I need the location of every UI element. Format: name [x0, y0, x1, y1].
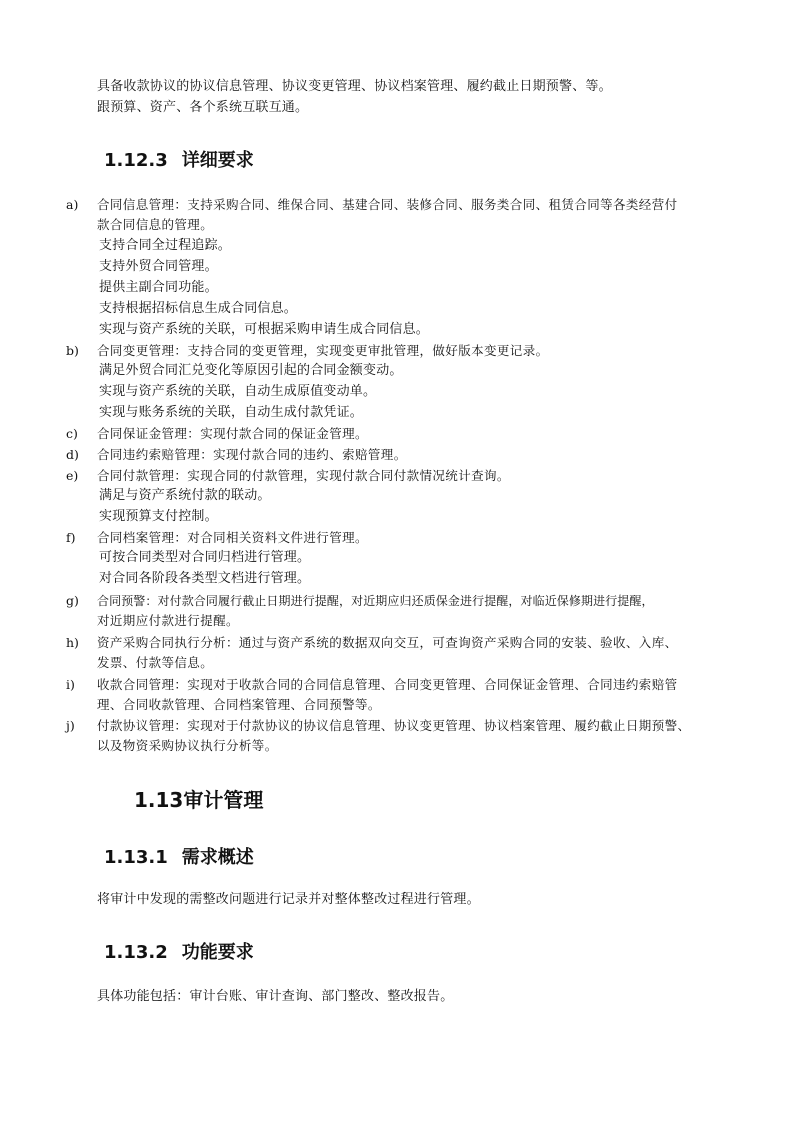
list-marker-f: f)	[66, 530, 76, 545]
list-marker-b: b)	[66, 343, 79, 358]
list-item-f-sub-1: 可按合同类型对合同归档进行管理。	[99, 550, 311, 565]
list-item-h-line-1: 资产采购合同执行分析：通过与资产系统的数据双向交互，可查询资产采购合同的安装、验收、入库、	[97, 635, 678, 650]
list-item-i-line-2: 理、合同收款管理、合同档案管理、合同预警等。	[97, 697, 381, 712]
list-item-a-sub-2: 支持外贸合同管理。	[99, 259, 218, 274]
list-item-e-line-1: 合同付款管理：实现合同的付款管理，实现付款合同付款情况统计查询。	[97, 468, 510, 483]
list-item-a-sub-3: 提供主副合同功能。	[99, 280, 218, 295]
section-title: 需求概述	[181, 847, 254, 868]
intro-line-1: 具备收款协议的协议信息管理、协议变更管理、协议档案管理、履约截止日期预警、等。	[97, 79, 612, 94]
section-heading-1-13-1	[104, 843, 254, 869]
list-item-b-sub-2: 实现与资产系统的关联，自动生成原值变动单。	[99, 384, 377, 399]
list-item-b-sub-3: 实现与账务系统的关联，自动生成付款凭证。	[99, 405, 364, 420]
section-1-13-2-body: 具体功能包括：审计台账、审计查询、部门整改、整改报告。	[97, 989, 454, 1004]
list-item-a-sub-1: 支持合同全过程追踪。	[99, 238, 232, 253]
list-item-e-sub-2: 实现预算支付控制。	[99, 509, 218, 524]
list-item-a-sub-5: 实现与资产系统的关联，可根据采购申请生成合同信息。	[99, 322, 430, 337]
list-item-j-line-2: 以及物资采购协议执行分析等。	[97, 738, 278, 753]
list-item-f-sub-2: 对合同各阶段各类型文档进行管理。	[99, 571, 311, 586]
list-marker-j: j)	[66, 718, 75, 733]
list-marker-i: i)	[66, 677, 75, 692]
section-number: 1.13.2	[104, 942, 168, 963]
list-item-b-line-1: 合同变更管理：支持合同的变更管理，实现变更审批管理，做好版本变更记录。	[97, 343, 549, 358]
section-heading-1-13-2	[104, 938, 254, 964]
section-number: 1.13.1	[104, 847, 168, 868]
list-item-h-line-2: 发票、付款等信息。	[97, 655, 214, 670]
list-marker-a: a)	[66, 197, 79, 212]
list-marker-h: h)	[66, 635, 79, 650]
section-title: 详细要求	[181, 150, 254, 171]
list-marker-e: e)	[66, 468, 79, 483]
section-heading-1-13	[134, 784, 263, 813]
intro-line-2: 跟预算、资产、各个系统互联互通。	[97, 100, 309, 115]
list-item-c-line-1: 合同保证金管理：实现付款合同的保证金管理。	[97, 426, 368, 441]
section-number: 1.12.3	[104, 150, 168, 171]
list-item-f-line-1: 合同档案管理：对合同相关资料文件进行管理。	[97, 530, 368, 545]
list-item-i-line-1: 收款合同管理：实现对于收款合同的合同信息管理、合同变更管理、合同保证金管理、合同违约索赔管	[97, 677, 678, 692]
section-number: 1.13	[134, 788, 184, 812]
list-item-d-line-1: 合同违约索赔管理：实现付款合同的违约、索赔管理。	[97, 447, 407, 462]
list-item-j-line-1: 付款协议管理：实现对于付款协议的协议信息管理、协议变更管理、协议档案管理、履约截止日期预警、	[97, 718, 691, 733]
list-item-g-line-1: 合同预警：对付款合同履行截止日期进行提醒，对近期应归还质保金进行提醒，对临近保修期进行提醒，	[97, 594, 654, 608]
section-title: 审计管理	[183, 788, 264, 812]
list-item-b-sub-1: 满足外贸合同汇兑变化等原因引起的合同金额变动。	[99, 363, 403, 378]
list-item-a-line-1: 合同信息管理：支持采购合同、维保合同、基建合同、装修合同、服务类合同、租赁合同等各类经营付	[97, 197, 678, 212]
section-title: 功能要求	[181, 942, 254, 963]
list-item-e-sub-1: 满足与资产系统付款的联动。	[99, 488, 271, 503]
list-marker-g: g)	[66, 593, 79, 608]
list-marker-c: c)	[66, 426, 78, 441]
list-item-a-line-2: 款合同信息的管理。	[97, 217, 214, 232]
section-1-13-1-body: 将审计中发现的需整改问题进行记录并对整体整改过程进行管理。	[97, 892, 480, 907]
list-item-a-sub-4: 支持根据招标信息生成合同信息。	[99, 301, 298, 316]
list-item-g-line-2: 对近期应付款进行提醒。	[97, 613, 239, 628]
list-marker-d: d)	[66, 447, 79, 462]
section-heading-1-12-3	[104, 146, 254, 172]
